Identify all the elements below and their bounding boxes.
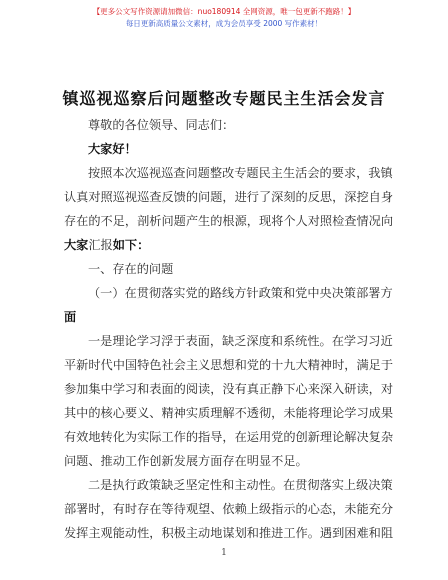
document-title: 镇巡视巡察后问题整改专题民主生活会发言	[62, 89, 386, 108]
paragraph-intro-line-4	[64, 233, 386, 258]
intro-bold-b: 如下：	[112, 238, 150, 252]
paragraph-2-line-4: 其中的核心要义、精神实质理解不透彻，未能将理论学习成果	[64, 406, 394, 420]
intro-bold-a: 大家	[64, 238, 89, 252]
paragraph-3-line-2: 部署时，有时存在等待观望、依赖上级指示的心态，未能充分	[64, 502, 394, 516]
paragraph-2-line-5: 有效地转化为实际工作的指导，在运用党的创新理论解决复杂	[64, 430, 394, 444]
paragraph-3-line-3: 发挥主观能动性，积极主动地谋划和推进工作。遇到困难和阻	[64, 526, 394, 540]
promo-banner	[0, 6, 448, 30]
paragraph-intro-line-1: 按照本次巡视巡查问题整改专题民主生活会的要求，我镇	[88, 166, 393, 180]
greeting: 大家好！	[88, 142, 137, 156]
paragraph-2-line-1: 一是理论学习浮于表面，缺乏深度和系统性。在学习习近	[88, 334, 393, 348]
paragraph-2-line-3: 参加集中学习和表面的阅读，没有真正静下心来深入研读，对	[64, 382, 394, 396]
salutation: 尊敬的各位领导、同志们：	[88, 118, 235, 132]
paragraph-2-line-6: 问题、推动工作创新发展方面存在明显不足。	[64, 454, 308, 468]
paragraph-intro-line-3: 存在的不足，剖析问题产生的根源，现将个人对照检查情况向	[64, 214, 394, 228]
promo-line-2: 每日更新高质量公文素材，成为会员享受 2000 写作素材！	[125, 19, 323, 28]
promo-line-1: 【更多公文写作资源请加微信：nuo180914 全网资源，唯一包更新不跑路！】	[92, 7, 356, 16]
paragraph-2-line-2: 平新时代中国特色社会主义思想和党的十九大精神时，满足于	[64, 358, 394, 372]
subsection-heading-1: （一）在贯彻落实党的路线方针政策和党中央决策部署方	[88, 286, 393, 300]
paragraph-intro-line-2: 认真对照巡视巡查反馈的问题，进行了深刻的反思，深挖自身	[64, 190, 394, 204]
paragraph-3-line-1: 二是执行政策缺乏坚定性和主动性。在贯彻落实上级决策	[88, 478, 393, 492]
subsection-heading-1-tail: 面	[64, 310, 77, 324]
page-number: 1	[221, 548, 227, 558]
intro-mid: 汇报	[88, 238, 113, 252]
section-heading-1: 一、存在的问题	[88, 262, 174, 276]
